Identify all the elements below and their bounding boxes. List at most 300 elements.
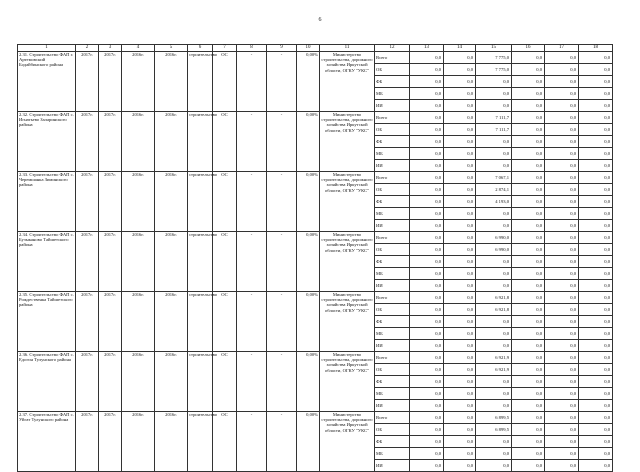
customer: Министерство строительства, дорожного хозяйства Иркутской области, ОГКУ "УКС" (320, 112, 375, 172)
amount-cell: 0,0 (512, 220, 545, 232)
cell-c10: 0,00% (297, 412, 320, 472)
amount-cell: 0,0 (410, 364, 444, 376)
amount-cell: 0,0 (444, 376, 476, 388)
amount-cell: 0,0 (545, 448, 579, 460)
amount-cell: 0,0 (545, 124, 579, 136)
cell-c10: 0,00% (297, 352, 320, 412)
amount-cell: 0,0 (579, 196, 613, 208)
amount-cell: 0,0 (410, 88, 444, 100)
amount-cell: 0,0 (444, 448, 476, 460)
cell-c9: - (267, 112, 297, 172)
amount-cell: 0,0 (410, 232, 444, 244)
cell-c9: - (267, 52, 297, 112)
amount-cell: 0,0 (410, 304, 444, 316)
amount-cell: 0,0 (444, 292, 476, 304)
funding-source: МБ (375, 328, 410, 340)
column-number: 6 (188, 45, 213, 52)
cell-c10: 0,00% (297, 112, 320, 172)
amount-cell: 0,0 (476, 256, 512, 268)
amount-cell: 0,0 (444, 424, 476, 436)
amount-cell: 0,0 (579, 460, 613, 472)
amount-cell: 0,0 (444, 136, 476, 148)
cell-c8: - (237, 352, 267, 412)
amount-cell: 0,0 (410, 64, 444, 76)
amount-cell: 0,0 (410, 340, 444, 352)
amount-cell: 0,0 (410, 196, 444, 208)
cell-c4: 2016г. (122, 52, 155, 112)
amount-cell: 0,0 (512, 376, 545, 388)
column-number: 5 (155, 45, 188, 52)
amount-cell: 0,0 (410, 280, 444, 292)
column-number: 16 (512, 45, 545, 52)
amount-cell: 0,0 (444, 436, 476, 448)
amount-cell: 0,0 (512, 52, 545, 64)
amount-cell: 0,0 (545, 340, 579, 352)
amount-cell: 0,0 (545, 64, 579, 76)
amount-cell: 0,0 (579, 400, 613, 412)
amount-cell: 0,0 (444, 268, 476, 280)
amount-cell: 0,0 (579, 412, 613, 424)
amount-cell: 0,0 (410, 268, 444, 280)
column-number: 9 (267, 45, 297, 52)
amount-cell: 0,0 (579, 328, 613, 340)
funding-source: ОБ (375, 424, 410, 436)
cell-c3: 2017г. (99, 112, 122, 172)
amount-cell: 0,0 (444, 112, 476, 124)
cell-c5: 2016г. (155, 352, 188, 412)
amount-cell: 0,0 (545, 328, 579, 340)
cell-c3: 2017г. (99, 232, 122, 292)
cell-c8: - (237, 292, 267, 352)
amount-cell: 0,0 (545, 232, 579, 244)
cell-c3: 2017г. (99, 292, 122, 352)
amount-cell: 0,0 (476, 376, 512, 388)
amount-cell: 0,0 (579, 352, 613, 364)
cell-c10: 0,00% (297, 52, 320, 112)
amount-cell: 0,0 (444, 76, 476, 88)
amount-cell: 2 874,1 (476, 184, 512, 196)
header-row (18, 45, 613, 52)
amount-cell: 0,0 (579, 340, 613, 352)
cell-c4: 2016г. (122, 352, 155, 412)
column-number: 12 (375, 45, 410, 52)
cell-c2: 2017г. (76, 412, 99, 472)
amount-cell: 0,0 (476, 160, 512, 172)
amount-cell: 6 921,9 (476, 364, 512, 376)
cell-c2: 2017г. (76, 172, 99, 232)
amount-cell: 0,0 (476, 136, 512, 148)
column-number: 13 (410, 45, 444, 52)
amount-cell: 0,0 (579, 76, 613, 88)
amount-cell: 0,0 (476, 76, 512, 88)
funding-source: ИИ (375, 340, 410, 352)
amount-cell: 0,0 (579, 244, 613, 256)
funding-source: ФБ (375, 376, 410, 388)
amount-cell: 0,0 (444, 352, 476, 364)
amount-cell: 0,0 (444, 244, 476, 256)
amount-cell: 0,0 (579, 64, 613, 76)
amount-cell: 0,0 (512, 412, 545, 424)
amount-cell: 0,0 (476, 268, 512, 280)
cell-c4: 2016г. (122, 232, 155, 292)
amount-cell: 0,0 (444, 304, 476, 316)
amount-cell: 0,0 (410, 124, 444, 136)
amount-cell: 0,0 (476, 436, 512, 448)
column-number: 10 (297, 45, 320, 52)
amount-cell: 0,0 (410, 412, 444, 424)
amount-cell: 0,0 (476, 400, 512, 412)
amount-cell: 0,0 (545, 256, 579, 268)
program-table (17, 44, 613, 472)
amount-cell: 0,0 (579, 52, 613, 64)
amount-cell: 0,0 (545, 172, 579, 184)
amount-cell: 0,0 (476, 100, 512, 112)
amount-cell: 0,0 (512, 148, 545, 160)
amount-cell: 7 111,7 (476, 124, 512, 136)
amount-cell: 0,0 (579, 148, 613, 160)
funding-source: ФБ (375, 436, 410, 448)
cell-c2: 2017г. (76, 52, 99, 112)
amount-cell: 0,0 (410, 52, 444, 64)
cell-c9: - (267, 172, 297, 232)
amount-cell: 0,0 (410, 376, 444, 388)
amount-cell: 0,0 (545, 220, 579, 232)
funding-source: МБ (375, 148, 410, 160)
cell-c6: строительство (188, 412, 213, 472)
customer: Министерство строительства, дорожного хозяйства Иркутской области, ОГКУ "УКС" (320, 412, 375, 472)
cell-c10: 0,00% (297, 232, 320, 292)
amount-cell: 0,0 (545, 436, 579, 448)
column-number: 4 (122, 45, 155, 52)
amount-cell: 0,0 (579, 316, 613, 328)
cell-c8: - (237, 52, 267, 112)
funding-source: МБ (375, 88, 410, 100)
object-name: 2.32. Строительство ФАП с. Игнатьево Заларинского района (18, 112, 76, 172)
amount-cell: 0,0 (545, 460, 579, 472)
amount-cell: 0,0 (545, 424, 579, 436)
amount-cell: 0,0 (476, 448, 512, 460)
object-name: 2.33. Строительство ФАП с. Черемшанка Зиминского района (18, 172, 76, 232)
cell-c6: строительство (188, 352, 213, 412)
amount-cell: 0,0 (444, 208, 476, 220)
amount-cell: 0,0 (444, 364, 476, 376)
amount-cell: 0,0 (579, 292, 613, 304)
amount-cell: 0,0 (579, 100, 613, 112)
cell-c4: 2016г. (122, 412, 155, 472)
amount-cell: 0,0 (410, 328, 444, 340)
amount-cell: 0,0 (545, 316, 579, 328)
cell-c2: 2017г. (76, 352, 99, 412)
amount-cell: 0,0 (410, 136, 444, 148)
amount-cell: 0,0 (579, 268, 613, 280)
amount-cell: 4 193,0 (476, 196, 512, 208)
customer: Министерство строительства, дорожного хозяйства Иркутской области, ОГКУ "УКС" (320, 232, 375, 292)
amount-cell: 7 111,7 (476, 112, 512, 124)
customer: Министерство строительства, дорожного хозяйства Иркутской области, ОГКУ "УКС" (320, 352, 375, 412)
cell-c5: 2016г. (155, 412, 188, 472)
amount-cell: 0,0 (410, 424, 444, 436)
amount-cell: 0,0 (579, 364, 613, 376)
amount-cell: 0,0 (512, 124, 545, 136)
amount-cell: 0,0 (410, 148, 444, 160)
cell-c7: ОС (213, 172, 237, 232)
amount-cell: 0,0 (545, 388, 579, 400)
amount-cell: 0,0 (410, 160, 444, 172)
amount-cell: 0,0 (579, 436, 613, 448)
amount-cell: 6 921,9 (476, 352, 512, 364)
amount-cell: 0,0 (545, 244, 579, 256)
funding-source: ФБ (375, 76, 410, 88)
funding-source: ИИ (375, 400, 410, 412)
column-number: 3 (99, 45, 122, 52)
amount-cell: 0,0 (410, 256, 444, 268)
cell-c6: строительство (188, 52, 213, 112)
funding-source: ИИ (375, 220, 410, 232)
cell-c5: 2016г. (155, 112, 188, 172)
amount-cell: 0,0 (512, 292, 545, 304)
amount-cell: 0,0 (579, 448, 613, 460)
amount-cell: 0,0 (444, 256, 476, 268)
cell-c6: строительство (188, 232, 213, 292)
amount-cell: 0,0 (512, 364, 545, 376)
amount-cell: 0,0 (512, 64, 545, 76)
funding-source: ФБ (375, 316, 410, 328)
object-name: 2.36. Строительство ФАП с. Едогон Тулунского района (18, 352, 76, 412)
amount-cell: 0,0 (410, 112, 444, 124)
amount-cell: 6 990,0 (476, 232, 512, 244)
amount-cell: 0,0 (512, 244, 545, 256)
amount-cell: 7 775,0 (476, 52, 512, 64)
cell-c10: 0,00% (297, 172, 320, 232)
cell-c9: - (267, 412, 297, 472)
amount-cell: 0,0 (410, 220, 444, 232)
amount-cell: 0,0 (579, 112, 613, 124)
table-row (18, 352, 613, 364)
amount-cell: 0,0 (512, 112, 545, 124)
amount-cell: 0,0 (545, 208, 579, 220)
table-row (18, 112, 613, 124)
page-number: 6 (318, 17, 322, 23)
amount-cell: 0,0 (410, 184, 444, 196)
amount-cell: 0,0 (444, 388, 476, 400)
amount-cell: 0,0 (444, 400, 476, 412)
cell-c10: 0,00% (297, 292, 320, 352)
amount-cell: 0,0 (444, 172, 476, 184)
amount-cell: 0,0 (579, 220, 613, 232)
cell-c3: 2017г. (99, 172, 122, 232)
amount-cell: 0,0 (545, 268, 579, 280)
customer: Министерство строительства, дорожного хозяйства Иркутской области, ОГКУ "УКС" (320, 292, 375, 352)
amount-cell: 0,0 (512, 304, 545, 316)
cell-c7: ОС (213, 112, 237, 172)
amount-cell: 0,0 (545, 52, 579, 64)
amount-cell: 0,0 (512, 280, 545, 292)
cell-c7: ОС (213, 232, 237, 292)
amount-cell: 0,0 (444, 328, 476, 340)
amount-cell: 0,0 (579, 136, 613, 148)
amount-cell: 0,0 (545, 352, 579, 364)
amount-cell: 0,0 (444, 52, 476, 64)
amount-cell: 0,0 (545, 196, 579, 208)
table-row (18, 52, 613, 64)
cell-c3: 2017г. (99, 52, 122, 112)
cell-c4: 2016г. (122, 292, 155, 352)
amount-cell: 0,0 (545, 76, 579, 88)
amount-cell: 0,0 (444, 100, 476, 112)
cell-c5: 2016г. (155, 232, 188, 292)
amount-cell: 0,0 (545, 148, 579, 160)
table-row (18, 292, 613, 304)
amount-cell: 0,0 (410, 400, 444, 412)
amount-cell: 0,0 (444, 220, 476, 232)
funding-source: ОБ (375, 124, 410, 136)
cell-c7: ОС (213, 292, 237, 352)
amount-cell: 0,0 (444, 124, 476, 136)
cell-c3: 2017г. (99, 352, 122, 412)
amount-cell: 0,0 (444, 160, 476, 172)
amount-cell: 0,0 (512, 400, 545, 412)
amount-cell: 0,0 (444, 64, 476, 76)
amount-cell: 0,0 (512, 268, 545, 280)
amount-cell: 0,0 (545, 280, 579, 292)
amount-cell: 0,0 (444, 316, 476, 328)
amount-cell: 0,0 (579, 172, 613, 184)
amount-cell: 0,0 (444, 148, 476, 160)
amount-cell: 0,0 (410, 352, 444, 364)
object-name: 2.37. Строительство ФАП с. Уйгат Тулунского района (18, 412, 76, 472)
cell-c8: - (237, 112, 267, 172)
column-number: 7 (213, 45, 237, 52)
amount-cell: 0,0 (545, 88, 579, 100)
amount-cell: 0,0 (512, 448, 545, 460)
funding-source: ИИ (375, 280, 410, 292)
amount-cell: 0,0 (410, 448, 444, 460)
amount-cell: 0,0 (545, 304, 579, 316)
object-name: 2.34. Строительство ФАП с. Бузыканово Тайшетского района (18, 232, 76, 292)
funding-source: МБ (375, 448, 410, 460)
amount-cell: 0,0 (579, 388, 613, 400)
amount-cell: 0,0 (512, 460, 545, 472)
cell-c9: - (267, 352, 297, 412)
cell-c7: ОС (213, 412, 237, 472)
funding-source: ИИ (375, 100, 410, 112)
amount-cell: 0,0 (512, 172, 545, 184)
cell-c4: 2016г. (122, 112, 155, 172)
amount-cell: 0,0 (545, 376, 579, 388)
amount-cell: 0,0 (545, 184, 579, 196)
amount-cell: 0,0 (444, 88, 476, 100)
cell-c9: - (267, 232, 297, 292)
funding-source: Всего (375, 172, 410, 184)
funding-source: МБ (375, 268, 410, 280)
cell-c3: 2017г. (99, 412, 122, 472)
funding-source: МБ (375, 208, 410, 220)
amount-cell: 0,0 (579, 424, 613, 436)
amount-cell: 0,0 (410, 100, 444, 112)
customer: Министерство строительства, дорожного хозяйства Иркутской области, ОГКУ "УКС" (320, 172, 375, 232)
amount-cell: 0,0 (410, 172, 444, 184)
amount-cell: 6 990,0 (476, 244, 512, 256)
cell-c8: - (237, 172, 267, 232)
amount-cell: 7 067,1 (476, 172, 512, 184)
amount-cell: 0,0 (444, 280, 476, 292)
cell-c2: 2017г. (76, 292, 99, 352)
funding-source: ОБ (375, 364, 410, 376)
amount-cell: 0,0 (410, 292, 444, 304)
amount-cell: 0,0 (476, 316, 512, 328)
amount-cell: 0,0 (512, 352, 545, 364)
funding-source: Всего (375, 292, 410, 304)
cell-c9: - (267, 292, 297, 352)
amount-cell: 0,0 (476, 460, 512, 472)
amount-cell: 0,0 (545, 364, 579, 376)
amount-cell: 0,0 (512, 436, 545, 448)
object-name: 2.35. Строительство ФАП с. Рождественка Тайшетского района (18, 292, 76, 352)
amount-cell: 0,0 (512, 76, 545, 88)
amount-cell: 0,0 (512, 160, 545, 172)
amount-cell: 0,0 (410, 208, 444, 220)
amount-cell: 0,0 (579, 208, 613, 220)
table-row (18, 412, 613, 424)
amount-cell: 0,0 (579, 232, 613, 244)
cell-c2: 2017г. (76, 112, 99, 172)
funding-source: Всего (375, 412, 410, 424)
amount-cell: 0,0 (444, 196, 476, 208)
funding-source: Всего (375, 352, 410, 364)
amount-cell: 0,0 (579, 184, 613, 196)
amount-cell: 0,0 (476, 148, 512, 160)
amount-cell: 0,0 (410, 76, 444, 88)
column-number: 15 (476, 45, 512, 52)
funding-source: ОБ (375, 304, 410, 316)
amount-cell: 0,0 (512, 388, 545, 400)
amount-cell: 0,0 (512, 316, 545, 328)
amount-cell: 0,0 (476, 328, 512, 340)
amount-cell: 0,0 (512, 88, 545, 100)
column-number: 2 (76, 45, 99, 52)
funding-source: ФБ (375, 136, 410, 148)
cell-c8: - (237, 412, 267, 472)
cell-c6: строительство (188, 292, 213, 352)
cell-c4: 2016г. (122, 172, 155, 232)
cell-c2: 2017г. (76, 232, 99, 292)
amount-cell: 0,0 (545, 160, 579, 172)
funding-source: ФБ (375, 256, 410, 268)
amount-cell: 0,0 (579, 304, 613, 316)
amount-cell: 0,0 (444, 184, 476, 196)
amount-cell: 0,0 (476, 340, 512, 352)
amount-cell: 0,0 (444, 232, 476, 244)
amount-cell: 0,0 (476, 220, 512, 232)
amount-cell: 0,0 (579, 256, 613, 268)
amount-cell: 0,0 (512, 136, 545, 148)
amount-cell: 0,0 (410, 244, 444, 256)
cell-c8: - (237, 232, 267, 292)
object-name: 2.31. Строительство ФАП г. Артемовский Бодайбинского района (18, 52, 76, 112)
amount-cell: 0,0 (545, 136, 579, 148)
funding-source: ИИ (375, 460, 410, 472)
amount-cell: 0,0 (579, 160, 613, 172)
amount-cell: 0,0 (476, 280, 512, 292)
amount-cell: 0,0 (579, 280, 613, 292)
funding-source: ИИ (375, 160, 410, 172)
amount-cell: 6 899,5 (476, 412, 512, 424)
amount-cell: 0,0 (579, 124, 613, 136)
column-number: 8 (237, 45, 267, 52)
cell-c6: строительство (188, 172, 213, 232)
amount-cell: 0,0 (512, 256, 545, 268)
funding-source: ФБ (375, 196, 410, 208)
